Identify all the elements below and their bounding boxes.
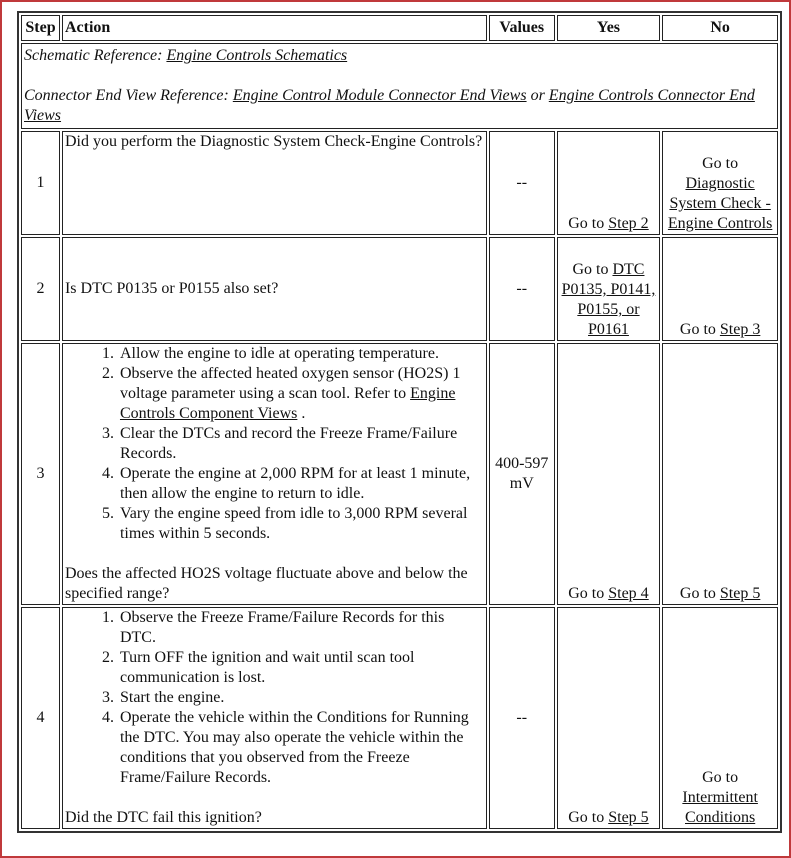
diagnostic-table xyxy=(17,11,782,833)
procedure-step: 1. Observe the Freeze Frame/Failure Records for this DTC. xyxy=(118,608,484,648)
values-cell: -- xyxy=(489,237,555,341)
procedure-step: 4. Operate the engine at 2,000 RPM for at least 1 minute, then allow the engine to return to idle. xyxy=(118,464,484,504)
values-cell: -- xyxy=(489,607,555,829)
step-number: 3 xyxy=(21,343,60,605)
no-cell xyxy=(662,343,778,605)
yes-cell xyxy=(557,131,661,235)
procedure-step: 3. Clear the DTCs and record the Freeze Frame/Failure Records. xyxy=(118,424,484,464)
yes-prefix: Go to xyxy=(568,585,609,602)
header-action: Action xyxy=(62,15,487,41)
no-prefix: Go to xyxy=(679,321,720,338)
no-cell xyxy=(662,607,778,829)
yes-prefix: Go to xyxy=(568,215,609,232)
no-prefix: Go to xyxy=(679,585,720,602)
schematic-reference xyxy=(24,46,775,66)
procedure-step: 3. Start the engine. xyxy=(118,688,484,708)
procedure-step: 2. Turn OFF the ignition and wait until scan tool communication is lost. xyxy=(118,648,484,688)
yes-link[interactable]: DTC P0135, P0141, P0155, or P0161 xyxy=(561,261,656,338)
connector-reference xyxy=(24,86,775,126)
question-text: Did the DTC fail this ignition? xyxy=(64,809,262,826)
connector-label: Connector End View Reference: xyxy=(24,87,233,104)
component-views-link[interactable]: Engine Controls Component Views xyxy=(119,385,456,422)
values-cell: 400-597 mV xyxy=(489,343,555,605)
procedure-list xyxy=(65,608,484,788)
step-number: 4 xyxy=(21,607,60,829)
no-cell xyxy=(662,237,778,341)
yes-prefix: Go to xyxy=(568,809,609,826)
procedure-step-text: Observe the affected heated oxygen sensor (HO2S) 1 voltage parameter using a scan tool. Refer to xyxy=(119,365,461,402)
no-link[interactable]: Diagnostic System Check - Engine Controls xyxy=(667,175,773,232)
reference-row xyxy=(21,43,778,129)
no-cell xyxy=(662,131,778,235)
header-row xyxy=(21,15,778,41)
procedure-step: 4. Operate the vehicle within the Conditions for Running the DTC. You may also operate the vehicle within the conditions that you observed from the Freeze Frame/Failure Records. xyxy=(118,708,484,788)
no-link[interactable]: Step 3 xyxy=(719,321,761,338)
table-row xyxy=(21,343,778,605)
schematic-label: Schematic Reference: xyxy=(24,47,167,64)
table-row xyxy=(21,607,778,829)
engine-controls-connector-link[interactable]: Engine Controls Connector End Views xyxy=(24,87,755,124)
header-values: Values xyxy=(489,15,555,41)
procedure-step-suffix: . xyxy=(297,405,306,422)
table-row xyxy=(21,131,778,235)
yes-cell xyxy=(557,607,661,829)
no-prefix: Go to xyxy=(702,769,739,786)
yes-cell xyxy=(557,343,661,605)
procedure-step xyxy=(118,364,484,424)
reference-cell xyxy=(21,43,778,129)
connector-or: or xyxy=(526,87,549,104)
action-cell xyxy=(62,343,487,605)
question-text: Does the affected HO2S voltage fluctuate above and below the specified range? xyxy=(64,565,468,602)
ecm-connector-link[interactable]: Engine Control Module Connector End Views xyxy=(232,87,527,104)
header-yes: Yes xyxy=(557,15,661,41)
no-link[interactable]: Intermittent Conditions xyxy=(682,789,758,826)
table-row xyxy=(21,237,778,341)
action-text: Did you perform the Diagnostic System Check-Engine Controls? xyxy=(62,131,487,235)
yes-prefix: Go to xyxy=(572,261,613,278)
procedure-list xyxy=(65,344,484,544)
step-number: 2 xyxy=(21,237,60,341)
header-step: Step xyxy=(21,15,60,41)
procedure-step: 1. Allow the engine to idle at operating temperature. xyxy=(118,344,484,364)
header-no: No xyxy=(662,15,778,41)
step-number: 1 xyxy=(21,131,60,235)
action-cell xyxy=(62,607,487,829)
yes-cell xyxy=(557,237,661,341)
schematic-link[interactable]: Engine Controls Schematics xyxy=(166,47,348,64)
yes-link[interactable]: Step 4 xyxy=(608,585,649,602)
procedure-step: 5. Vary the engine speed from idle to 3,000 RPM several times within 5 seconds. xyxy=(118,504,484,544)
action-text: Is DTC P0135 or P0155 also set? xyxy=(62,237,487,341)
yes-link[interactable]: Step 5 xyxy=(608,809,649,826)
no-link[interactable]: Step 5 xyxy=(719,585,761,602)
values-cell: -- xyxy=(489,131,555,235)
no-prefix: Go to xyxy=(702,155,739,172)
yes-link[interactable]: Step 2 xyxy=(608,215,649,232)
